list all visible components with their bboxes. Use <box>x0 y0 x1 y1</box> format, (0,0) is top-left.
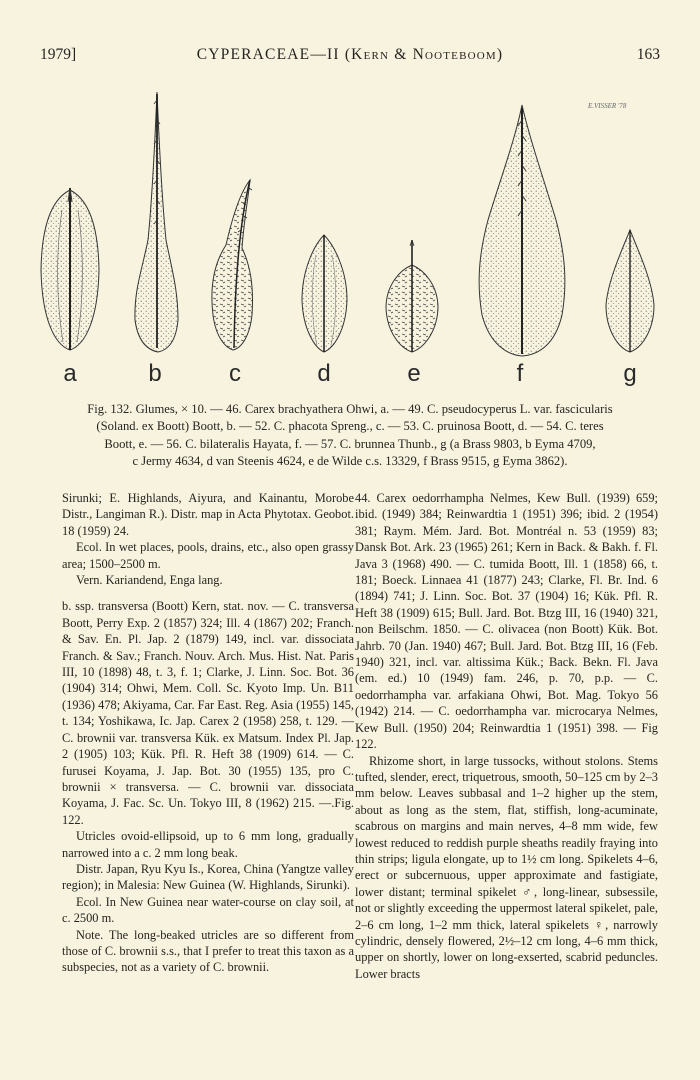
panel-letter-d: d <box>317 360 331 387</box>
ecology-paragraph: Ecol. In New Guinea near water-course on clay soil, at c. 2500 m. <box>62 894 354 926</box>
paragraph: Sirunki; E. Highlands, Aiyura, and Kainantu, Morobe Distr., Langiman R.). Distr. map in Acta Phytotax. Geobot. 18 (1959) 24. <box>62 491 354 538</box>
caption-line: Fig. 132. Glumes, × 10. — 46. Carex brachyathera Ohwi, a. — 49. C. pseudocyperus L. var. fascicularis <box>87 402 613 416</box>
right-column <box>355 490 658 982</box>
species-entry: 44. Carex oedorrhampha Nelmes, Kew Bull. (1939) 659; ibid. (1949) 384; Reinwardtia 1 (1951) 396; ibid. 2 (1954) 381; Raym. Mém. Jard. Bot. Montréal n. 53 (1959) 83; Dansk Bot. Ark. 23 (1965) 261; Kern in Back. & Bakh. f. Fl. Java 3 (1968) 490. — C. tumida Boott, Ill. 1 (1858) 66, t. 181; Boeck. Linnaea 41 (1877) 243; Clarke, Fl. Br. Ind. 6 (1894) 741; J. Linn. Soc. Bot. 37 (1904) 16; Kük. Pfl. R. Heft 38 (1909) 615; Bull. Jard. Bot. Btzg III, 16 (1940) 321, non Beilschm. 1850. — C. olivacea (non Boott) Kük. Bot. Jahrb. 70 (Jan. 1940) 467; Bull. Jard. Bot. Btzg III, 16 (Feb. 1940) 321, incl. var. altissima Kük.; Back. Bekn. Fl. Java (em. ed.) 10 (1949) fam. 246, p. 70, p.p. — C. oedorrhampha var. arfakiana Ohwi, Bot. Mag. Tokyo 56 (1942) 214. — C. oedorrhampha var. microcarya Nelmes, Kew Bull. (1950) 204; Reinwardtia 1 (1951) 398. — Fig 122. <box>355 491 658 752</box>
glume-g-drawing <box>606 230 654 352</box>
panel-letter-f: f <box>516 360 524 387</box>
subspecies-entry: b. ssp. transversa (Boott) Kern, stat. nov. — C. transversa Boott, Perry Exp. 2 (1857) 324; Ill. 4 (1867) 202; Franch. & Sav. En. Pl. Jap. 2 (1879) 149, incl. var. dissociata Franch. & Sav.; Franch. Nouv. Arch. Mus. Hist. Nat. Paris III, 10 (1898) 48, t. 3, f. 1; Clarke, J. Linn. Soc. Bot. 36 (1904) 314; Ohwi, Mem. Coll. Sc. Kyoto Imp. Un. B11 (1936) 478; Akiyama, Car. Far East. Reg. Asia (1955) 145, t. 134; Yoshikawa, Ic. Jap. Carex 2 (1958) 258, t. 129. — C. brownii var. transversa Kük. ex Matsum. Index Pl. Jap. 2 (1905) 103; Kük. Pfl. R. Heft 38 (1909) 614. — C. furusei Koyama, J. Jap. Bot. 30 (1955) 135, pro C. brownii × transversa. — C. brownii var. dissociata Koyama, J. Fac. Sc. Un. Tokyo III, 8 (1962) 215. —.Fig. 122. <box>62 599 354 827</box>
left-column <box>62 490 354 976</box>
glume-e-drawing <box>386 240 438 352</box>
note-paragraph: Note. The long-beaked utricles are so different from those of C. brownii s.s., that I prefer to treat this taxon as a subspecies, not as a variety of C. brownii. <box>62 927 354 975</box>
glume-b-drawing <box>135 92 178 352</box>
glume-c-drawing <box>212 180 253 350</box>
glume-f-drawing <box>479 105 565 356</box>
glumes-figure <box>30 80 670 395</box>
panel-letter-c: c <box>229 360 241 387</box>
page-number: 163 <box>636 46 660 63</box>
artist-signature: E.VISSER '78 <box>588 102 627 110</box>
panel-letter-b: b <box>148 360 162 387</box>
distribution-paragraph: Distr. Japan, Ryu Kyu Is., Korea, China (Yangtze valley region); in Malesia: New Guinea (W. Highlands, Sirunki). <box>62 861 354 893</box>
caption-line: (Soland. ex Boott) Boott, b. — 52. C. phacota Spreng., c. — 53. C. pruinosa Boott, d. — 54. C. teres <box>96 419 604 434</box>
ecology-paragraph: Ecol. In wet places, pools, drains, etc., also open grassy area; 1500–2500 m. <box>62 540 354 571</box>
panel-letter-e: e <box>407 360 421 387</box>
caption-line: c Jermy 4634, d van Steenis 4624, e de Wilde c.s. 13329, f Brass 9515, g Eyma 3862). <box>132 454 568 469</box>
description-paragraph: Rhizome short, in large tussocks, without stolons. Stems tufted, slender, erect, triquetrous, smooth, 50–125 cm by 2–3 mm below. Leaves subbasal and 1–2 higher up the stem, about as long as the stem, flat, stiffish, long-acuminate, scabrous on margins and main nerves, 4–8 mm wide, few lowest reduced to reddish purple sheaths readily fraying into thin strips; ligula elongate, up to 1½ cm long. Spikelets 4–6, erect or subcernuous, upper approximate and fastigiate, lower distant; terminal spikelet ♂, long-linear, subsessile, not or slightly exceeding the uppermost lateral spikelet, pale, 2–6 cm long, 1–2 mm thick, lateral spikelets ♀, narrowly cylindric, densely flowered, 2½–12 cm long, 4–6 mm thick, upper on shortly, lower on long-exserted, scabrid peduncles. Lower bracts <box>355 753 658 981</box>
panel-letter-a: a <box>63 360 77 387</box>
header-year: 1979] <box>40 46 77 63</box>
vernacular-paragraph: Vern. Kariandend, Enga lang. <box>76 573 223 588</box>
description-paragraph: Utricles ovoid-ellipsoid, up to 6 mm long, gradually narrowed into a c. 2 mm long beak. <box>62 829 354 860</box>
panel-letter-g: g <box>623 360 637 387</box>
header-title: CYPERACEAE—II (Kern & Nooteboom) <box>196 46 504 63</box>
glume-d-drawing <box>302 235 347 352</box>
caption-line: Boott, e. — 56. C. bilateralis Hayata, f. — 57. C. brunnea Thunb., g (a Brass 9803, b Eyma 4709, <box>104 436 596 451</box>
figure-caption <box>60 401 640 471</box>
running-header <box>40 46 660 70</box>
glume-a-drawing <box>41 188 99 350</box>
panel-letters <box>30 360 670 392</box>
